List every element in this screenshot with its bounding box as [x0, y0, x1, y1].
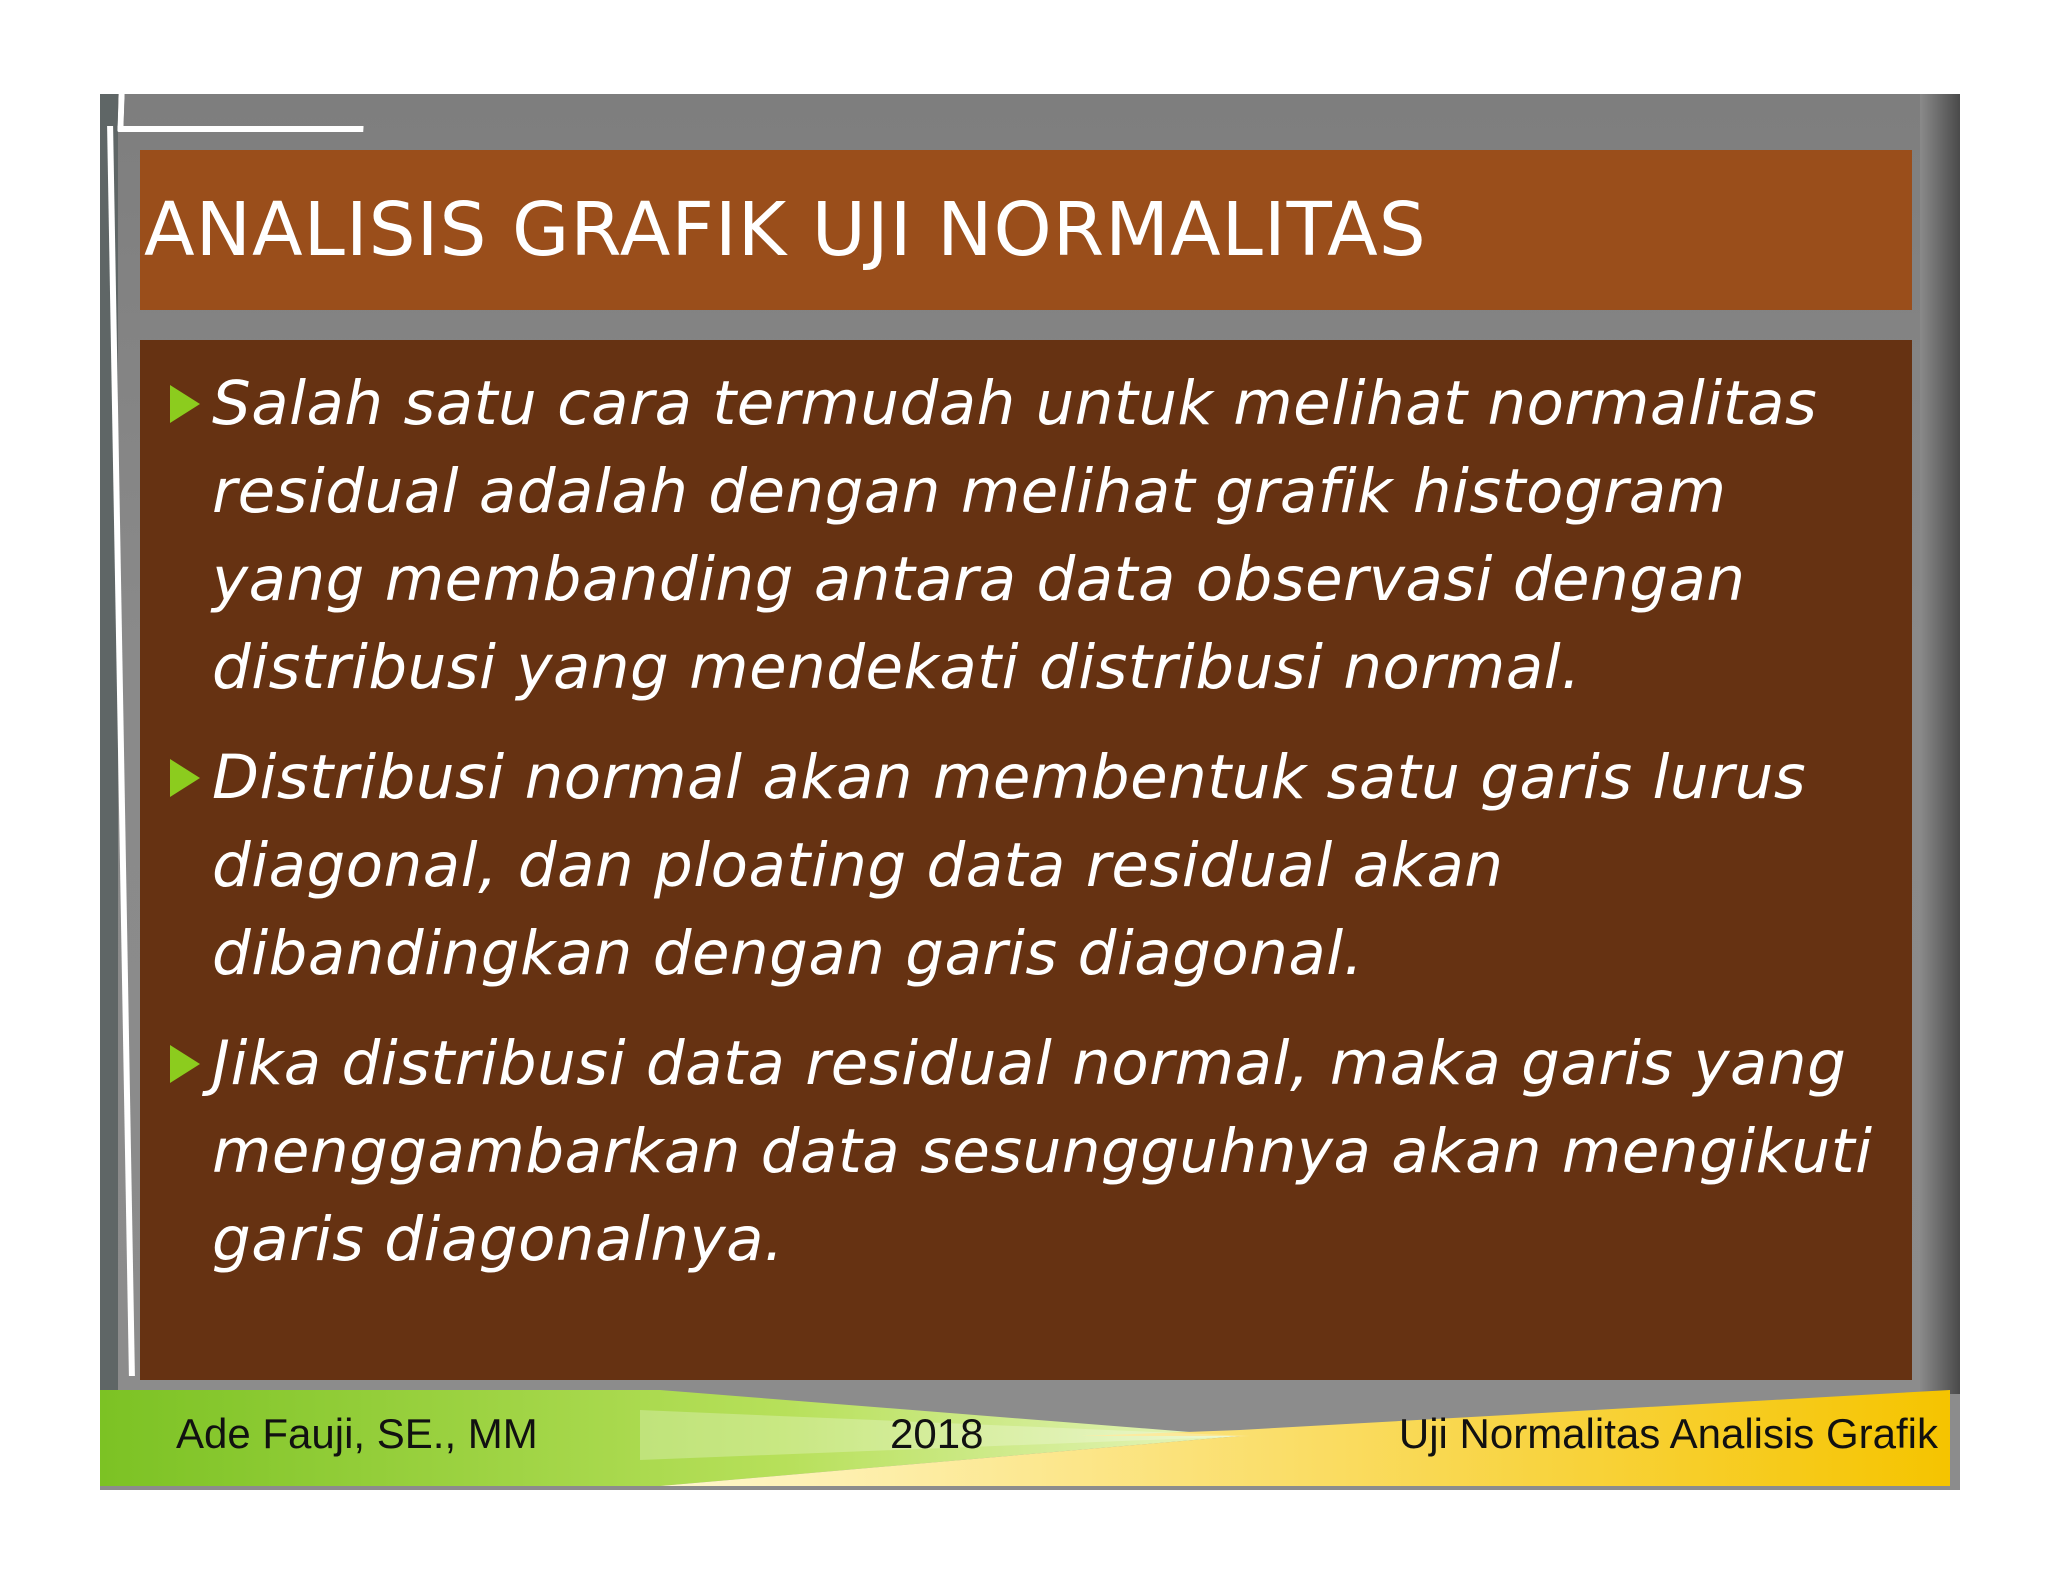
- bullet-item: [170, 1020, 1890, 1284]
- footer-bar: [100, 1390, 1950, 1486]
- footer-year: 2018: [890, 1410, 984, 1457]
- bullet-text: Jika distribusi data residual normal, maka garis yang menggambarkan data sesungguhnya akan mengikuti garis diagonalnya.: [212, 1028, 1873, 1275]
- slide-title: ANALISIS GRAFIK UJI NORMALITAS: [144, 187, 1427, 273]
- bullet-list: [170, 360, 1890, 1306]
- triangle-bullet-icon: [170, 385, 200, 423]
- footer-course-title: Uji Normalitas Analisis Grafik: [1398, 1410, 1938, 1457]
- bullet-item: [170, 360, 1890, 712]
- triangle-bullet-icon: [170, 759, 200, 797]
- triangle-bullet-icon: [170, 1045, 200, 1083]
- title-bar: [140, 150, 1912, 310]
- bullet-text: Salah satu cara termudah untuk melihat normalitas residual adalah dengan melihat grafik histogram yang membanding antara data observasi dengan distribusi yang mendekati distribusi normal.: [212, 368, 1818, 703]
- bullet-text: Distribusi normal akan membentuk satu garis lurus diagonal, dan ploating data residual akan dibandingkan dengan garis diagonal.: [212, 742, 1807, 989]
- bullet-item: [170, 734, 1890, 998]
- frame-notch-line: [117, 94, 364, 132]
- frame-right-shadow: [1920, 94, 1960, 1394]
- footer-author: Ade Fauji, SE., MM: [176, 1410, 538, 1457]
- content-box: [140, 340, 1912, 1380]
